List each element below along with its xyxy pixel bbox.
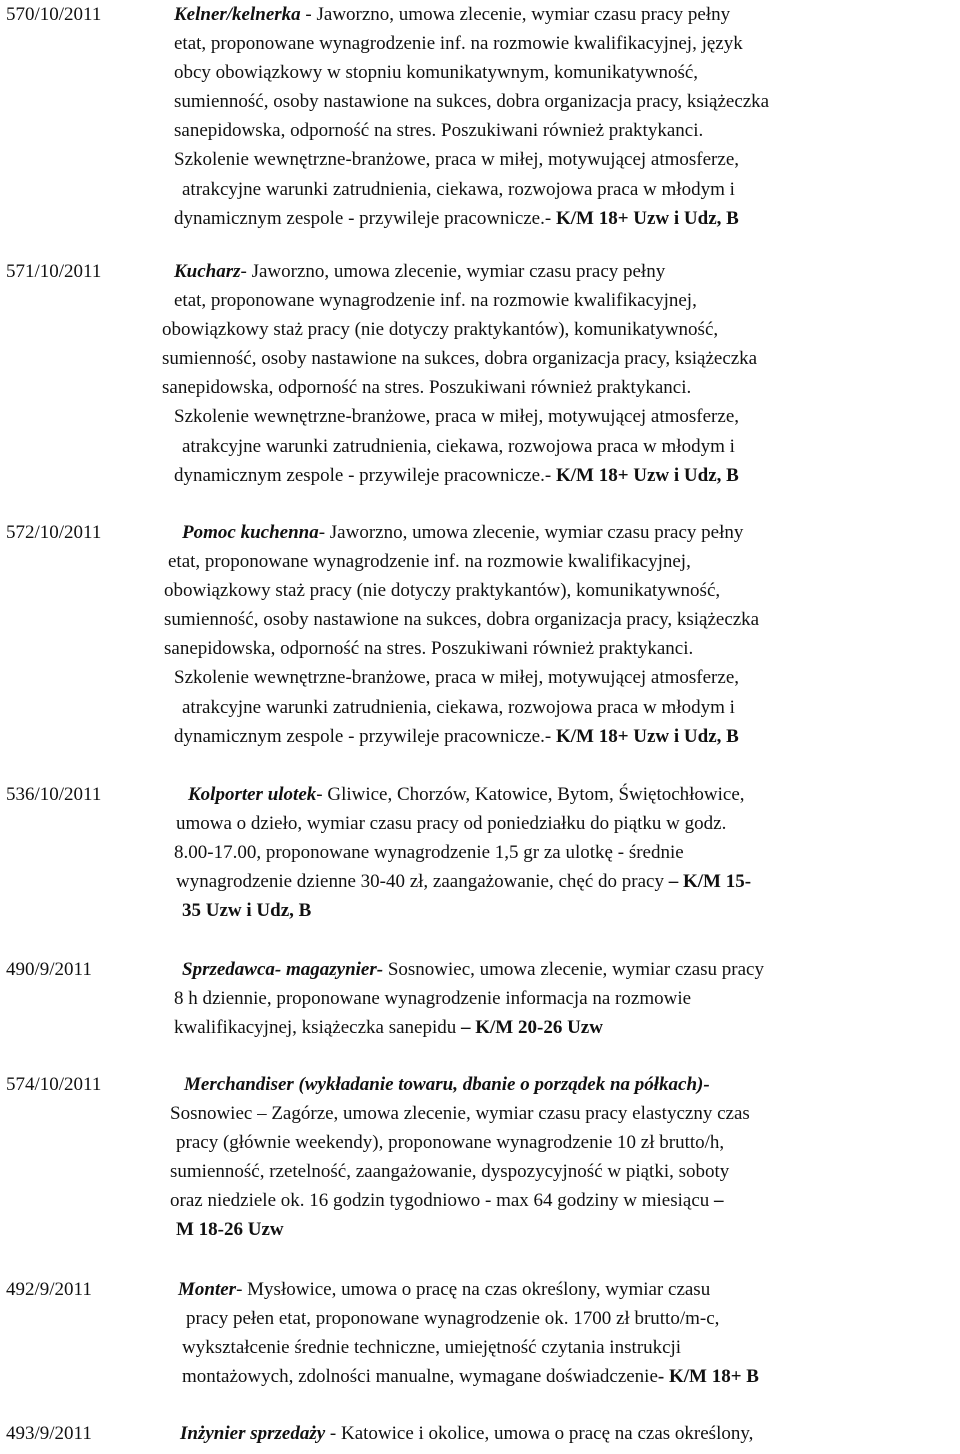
description-line (164, 576, 960, 605)
job-description (174, 0, 960, 233)
description-line (170, 1099, 960, 1128)
description-line (174, 518, 960, 547)
job-text: dynamicznym zespole - przywileje pracownicze.- (174, 464, 556, 486)
job-reference-number: 492/9/2011 (6, 1279, 92, 1300)
job-title: Merchandiser (wykładanie towaru, dbanie o porządek na półkach)- (184, 1074, 710, 1095)
description-line (174, 145, 960, 174)
description-line (174, 838, 960, 867)
job-reference-number: 574/10/2011 (6, 1074, 102, 1095)
job-requirements-code: M 18-26 Uzw (176, 1219, 284, 1241)
description-line (164, 634, 960, 663)
description-line (174, 432, 960, 461)
job-description (174, 1419, 960, 1448)
description-line (174, 780, 960, 809)
description-line (174, 87, 960, 116)
job-text: Szkolenie wewnętrzne-branżowe, praca w miłej, motywującej atmosferze, (174, 149, 739, 171)
description-line (174, 1419, 960, 1448)
description-line (168, 547, 960, 576)
job-text: - Katowice i okolice, umowa o pracę na czas określony, (325, 1423, 754, 1444)
job-reference-number: 493/9/2011 (6, 1423, 92, 1444)
job-reference-number: 570/10/2011 (6, 4, 102, 25)
job-text: pracy (głównie weekendy), proponowane wynagrodzenie 10 zł brutto/h, (176, 1132, 725, 1154)
description-line (174, 1304, 960, 1333)
job-reference-number: 490/9/2011 (6, 959, 92, 980)
job-title: Pomoc kuchenna (182, 522, 319, 543)
job-text: obowiązkowy staż pracy (nie dotyczy praktykantów), komunikatywność, (162, 319, 719, 341)
job-text: sumienność, osoby nastawione na sukces, dobra organizacja pracy, książeczka (162, 348, 758, 370)
job-text: wynagrodzenie dzienne 30-40 zł, zaangażowanie, chęć do pracy (176, 871, 669, 893)
job-text: sanepidowska, odporność na stres. Poszukiwani również praktykanci. (162, 377, 692, 399)
job-text: sumienność, osoby nastawione na sukces, dobra organizacja pracy, książeczka (164, 609, 760, 631)
job-description (174, 780, 960, 925)
job-reference-number: 571/10/2011 (6, 261, 102, 282)
description-line (174, 286, 960, 315)
description-line (174, 257, 960, 286)
job-description (174, 955, 960, 1042)
description-line (170, 1157, 960, 1186)
job-reference-number: 536/10/2011 (6, 784, 102, 805)
job-text: sanepidowska, odporność na stres. Poszukiwani również praktykanci. (174, 120, 704, 142)
job-text: dynamicznym zespole - przywileje pracownicze.- (174, 207, 556, 229)
job-text: - Jaworzno, umowa zlecenie, wymiar czasu pracy pełny (300, 4, 731, 25)
job-text: 8 h dziennie, proponowane wynagrodzenie informacja na rozmowie (174, 988, 692, 1010)
description-line (174, 29, 960, 58)
job-description (162, 257, 960, 490)
description-line (170, 1186, 960, 1215)
job-text: atrakcyjne warunki zatrudnienia, ciekawa, rozwojowa praca w młodym i (182, 178, 735, 200)
description-line (174, 402, 960, 431)
job-text: - Jaworzno, umowa zlecenie, wymiar czasu pracy pełny (318, 522, 744, 543)
job-text: pracy pełen etat, proponowane wynagrodzenie ok. 1700 zł brutto/m-c, (186, 1308, 720, 1330)
job-text: 8.00-17.00, proponowane wynagrodzenie 1,5 gr za ulotkę - średnie (174, 842, 684, 864)
job-title: Kelner/kelnerka (174, 4, 301, 25)
description-line (174, 955, 960, 984)
job-text: sumienność, rzetelność, zaangażowanie, dyspozycyjność w piątki, soboty (170, 1161, 730, 1183)
description-line (174, 693, 960, 722)
description-line (174, 58, 960, 87)
job-text: Sosnowiec – Zagórze, umowa zlecenie, wymiar czasu pracy elastyczny czas (170, 1103, 750, 1125)
job-title: Kolporter ulotek (188, 784, 317, 805)
job-requirements-code: – (714, 1190, 724, 1212)
job-requirements-code: K/M 18+ Uzw i Udz, B (555, 207, 739, 229)
description-line (162, 373, 960, 402)
job-requirements-code: K/M 18+ Uzw i Udz, B (555, 725, 739, 747)
job-text: obcy obowiązkowy w stopniu komunikatywnym, komunikatywność, (174, 62, 699, 84)
job-text: obowiązkowy staż pracy (nie dotyczy praktykantów), komunikatywność, (164, 580, 721, 602)
job-text: etat, proponowane wynagrodzenie inf. na rozmowie kwalifikacyjnej, (174, 290, 697, 312)
description-line (174, 722, 960, 751)
job-text: wykształcenie średnie techniczne, umiejętność czytania instrukcji (182, 1337, 682, 1359)
description-line (174, 1013, 960, 1042)
description-line (174, 1215, 960, 1244)
job-description (170, 1070, 960, 1245)
description-line (174, 1070, 960, 1099)
description-line (174, 867, 960, 896)
job-text: - Gliwice, Chorzów, Katowice, Bytom, Świętochłowice, (316, 784, 745, 805)
job-reference-number: 572/10/2011 (6, 522, 102, 543)
description-line (174, 984, 960, 1013)
description-line (174, 663, 960, 692)
job-text: etat, proponowane wynagrodzenie inf. na rozmowie kwalifikacyjnej, język (174, 33, 743, 55)
job-text: sanepidowska, odporność na stres. Poszukiwani również praktykanci. (164, 638, 694, 660)
job-text: oraz niedziele ok. 16 godzin tygodniowo - max 64 godziny w miesiącu (170, 1190, 715, 1212)
job-requirements-code: – K/M 20-26 Uzw (461, 1017, 603, 1039)
description-line (174, 809, 960, 838)
description-line (174, 1362, 960, 1391)
job-text: atrakcyjne warunki zatrudnienia, ciekawa, rozwojowa praca w młodym i (182, 696, 735, 718)
job-text: dynamicznym zespole - przywileje pracownicze.- (174, 725, 556, 747)
job-text: Sosnowiec, umowa zlecenie, wymiar czasu pracy (383, 959, 764, 980)
job-text: etat, proponowane wynagrodzenie inf. na rozmowie kwalifikacyjnej, (168, 551, 691, 573)
job-title: Kucharz (174, 261, 241, 282)
description-line (174, 175, 960, 204)
description-line (174, 204, 960, 233)
job-text: - Mysłowice, umowa o pracę na czas określony, wymiar czasu (236, 1279, 711, 1300)
job-text: - Jaworzno, umowa zlecenie, wymiar czasu pracy pełny (240, 261, 666, 282)
job-text: Szkolenie wewnętrzne-branżowe, praca w miłej, motywującej atmosferze, (174, 406, 739, 428)
description-line (174, 1275, 960, 1304)
description-line (174, 0, 960, 29)
job-text: Szkolenie wewnętrzne-branżowe, praca w miłej, motywującej atmosferze, (174, 667, 739, 689)
job-description (164, 518, 960, 751)
description-line (174, 896, 960, 925)
job-requirements-code: K/M 18+ Uzw i Udz, B (555, 464, 739, 486)
job-title: Monter (178, 1279, 237, 1300)
description-line (162, 344, 960, 373)
job-description (174, 1275, 960, 1391)
description-line (174, 461, 960, 490)
job-text: atrakcyjne warunki zatrudnienia, ciekawa, rozwojowa praca w młodym i (182, 435, 735, 457)
job-requirements-code: 35 Uzw i Udz, B (182, 900, 312, 922)
job-text: sumienność, osoby nastawione na sukces, dobra organizacja pracy, książeczka (174, 91, 770, 113)
job-requirements-code: - K/M 18+ B (657, 1366, 759, 1388)
job-title: Inżynier sprzedaży (180, 1423, 326, 1444)
description-line (174, 1128, 960, 1157)
job-text: montażowych, zdolności manualne, wymagane doświadczenie (182, 1366, 658, 1388)
description-line (164, 605, 960, 634)
job-text: umowa o dzieło, wymiar czasu pracy od poniedziałku do piątku w godz. (176, 813, 727, 835)
description-line (174, 1333, 960, 1362)
job-requirements-code: – K/M 15- (668, 871, 752, 893)
job-text: kwalifikacyjnej, książeczka sanepidu (174, 1017, 461, 1039)
job-title: Sprzedawca- magazynier- (182, 959, 384, 980)
description-line (162, 315, 960, 344)
description-line (174, 116, 960, 145)
